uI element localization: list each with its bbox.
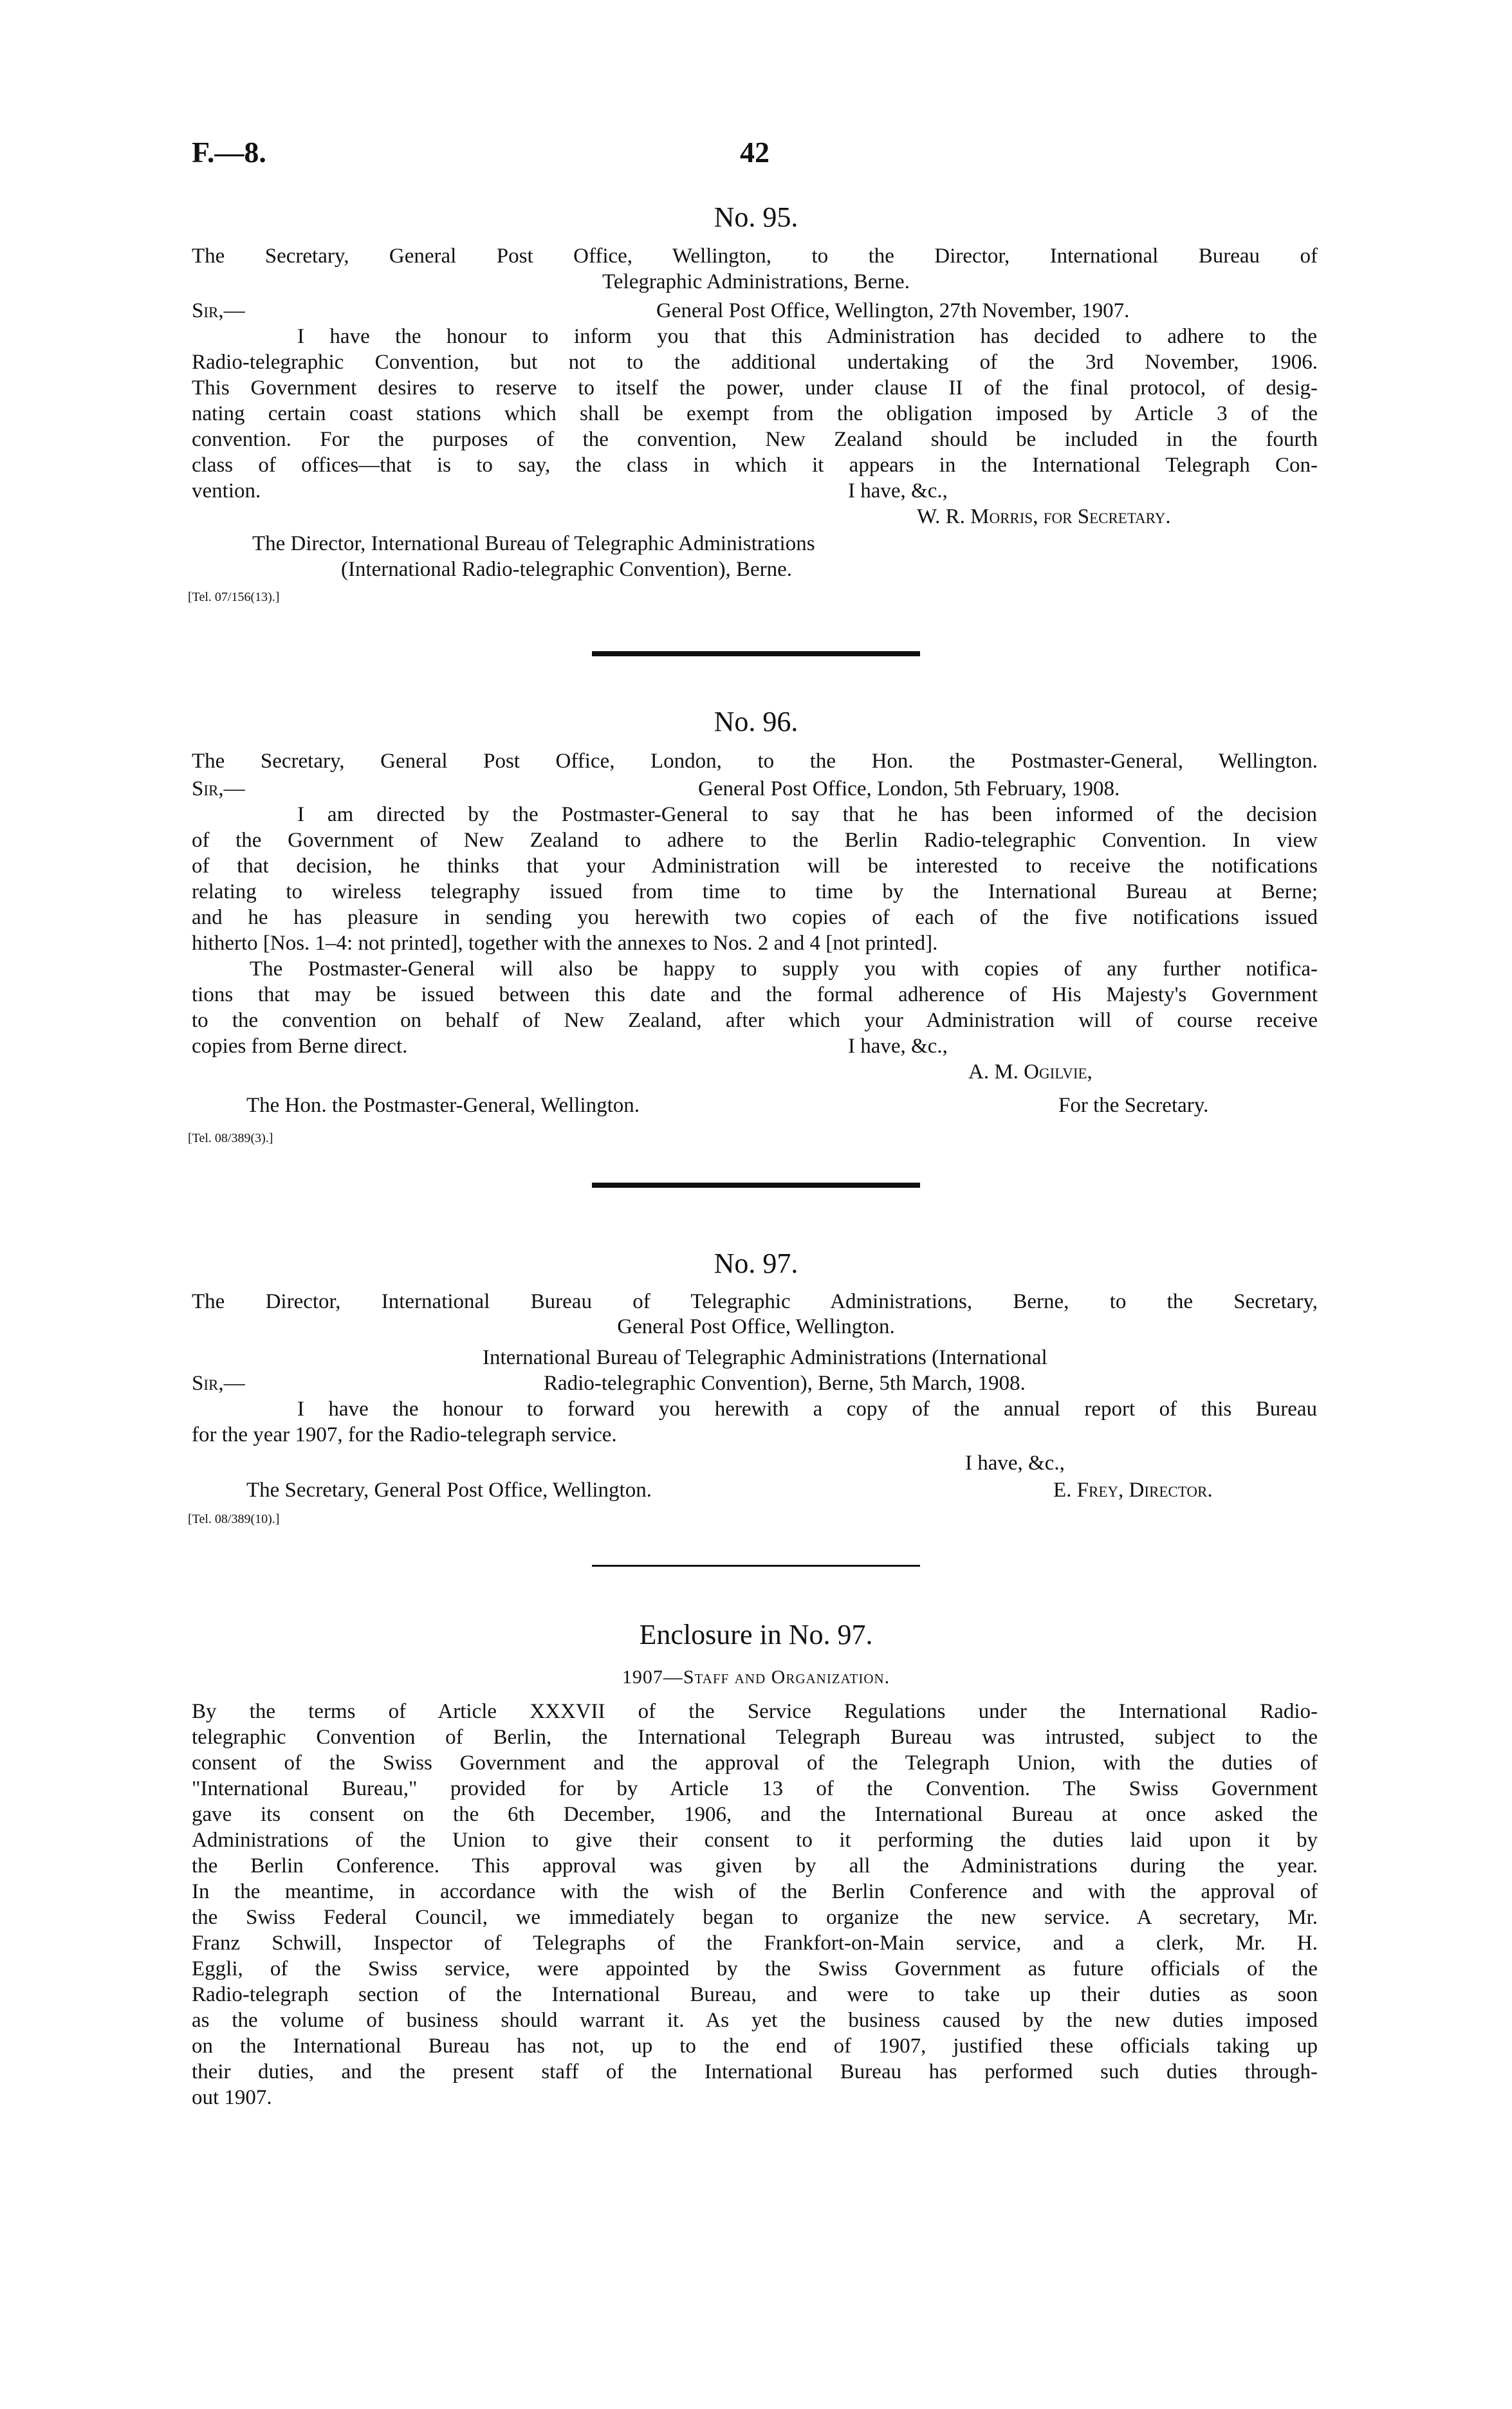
letter-95-body-line: I have the honour to inform you that this Administration has decided to adhere to the [297, 325, 1317, 348]
enclosure-body-line: Eggli, of the Swiss service, were appointed by the Swiss Government as future officials of the [192, 1957, 1318, 1980]
series-label: F.—8. [192, 136, 266, 169]
enclosure-body-line: gave its consent on the 6th December, 1906, and the International Bureau at once asked the [192, 1803, 1318, 1826]
enclosure-body-line: Radio-telegraph section of the International Bureau, and were to take up their duties as soon [192, 1983, 1318, 2006]
letter-96-body-line: The Postmaster-General will also be happy to supply you with copies of any further notifica- [250, 957, 1318, 981]
page-number: 42 [740, 136, 770, 169]
letter-97-place-line1: International Bureau of Telegraphic Administrations (International [483, 1346, 1047, 1369]
section-divider [592, 1183, 920, 1188]
letter-97-place-line2: Radio-telegraphic Convention), Berne, 5th March, 1908. [544, 1372, 1026, 1395]
letter-97-signature: E. Frey, Director. [1053, 1479, 1213, 1502]
enclosure-body-line: By the terms of Article XXXVII of the Service Regulations under the International Radio- [192, 1700, 1318, 1723]
letter-97-body-line2: for the year 1907, for the Radio-telegraph service. [192, 1423, 617, 1446]
enclosure-body-line: on the International Bureau has not, up to the end of 1907, justified these officials taking up [192, 2035, 1318, 2058]
letter-95-body-line: nating certain coast stations which shall be exempt from the obligation imposed by Article 3 of the [192, 402, 1318, 425]
letter-97-address: The Secretary, General Post Office, Wellington. [246, 1479, 652, 1502]
enclosure-body-line: "International Bureau," provided for by Article 13 of the Convention. The Swiss Government [192, 1777, 1318, 1800]
letter-95-body-last: vention. [192, 479, 261, 503]
letter-96-body-line: to the convention on behalf of New Zealand, after which your Administration will of course receive [192, 1009, 1318, 1032]
letter-96-body-line: relating to wireless telegraphy issued from time to time by the International Bureau at Berne; [192, 880, 1318, 903]
section-divider [592, 1565, 920, 1567]
enclosure-body-line: their duties, and the present staff of the International Bureau has performed such duties through- [192, 2060, 1318, 2083]
letter-96-body-line: hitherto [Nos. 1–4: not printed], together with the annexes to Nos. 2 and 4 [not printed]. [192, 932, 938, 955]
enclosure-body-last: out 1907. [192, 2086, 272, 2109]
letter-97-heading-line1: The Director, International Bureau of Telegraphic Administrations, Berne, to the Secretary, [192, 1290, 1318, 1313]
enclosure-body-line: Administrations of the Union to give their consent to it performing the duties laid upon it by [192, 1829, 1318, 1852]
letter-95-file-ref: [Tel. 07/156(13).] [188, 590, 280, 604]
enclosure-subtitle: 1907—Staff and Organization. [622, 1666, 890, 1688]
letter-96-heading: The Secretary, General Post Office, London, to the Hon. the Postmaster-General, Wellington. [192, 750, 1318, 773]
letter-97-body-line1: I have the honour to forward you herewith a copy of the annual report of this Bureau [297, 1398, 1317, 1421]
letter-95-place-date: General Post Office, Wellington, 27th November, 1907. [656, 299, 1130, 322]
letter-96-body-line: tions that may be issued between this date and the formal adherence of His Majesty's Government [192, 983, 1318, 1006]
letter-96-signature-title: For the Secretary. [1058, 1094, 1209, 1117]
letter-96-body-line: and he has pleasure in sending you herewith two copies of each of the five notifications issued [192, 906, 1318, 929]
letter-95-signature: W. R. Morris, for Secretary. [917, 505, 1171, 528]
letter-97-heading-line2: General Post Office, Wellington. [617, 1315, 895, 1338]
enclosure-body-line: consent of the Swiss Government and the approval of the Telegraph Union, with the duties of [192, 1751, 1318, 1775]
letter-96-salutation: Sir,— [192, 777, 245, 800]
letter-95-address-line1: The Director, International Bureau of Telegraphic Administrations [252, 532, 815, 555]
letter-95-body-line: class of offices—that is to say, the class in which it appears in the International Telegraph Con- [192, 454, 1318, 477]
letter-95-closing: I have, &c., [848, 479, 948, 503]
enclosure-title: Enclosure in No. 97. [639, 1619, 873, 1650]
letter-95-title: No. 95. [714, 201, 798, 233]
letter-96-body-line: of the Government of New Zealand to adhere to the Berlin Radio-telegraphic Convention. In view [192, 829, 1318, 852]
enclosure-body-line: the Berlin Conference. This approval was given by all the Administrations during the year. [192, 1854, 1318, 1878]
letter-96-body-line: I am directed by the Postmaster-General to say that he has been informed of the decision [297, 803, 1317, 826]
enclosure-body-line: as the volume of business should warrant it. As yet the business caused by the new duties imposed [192, 2009, 1318, 2032]
letter-97-title: No. 97. [714, 1248, 798, 1279]
letter-96-closing: I have, &c., [848, 1035, 948, 1058]
letter-97-closing: I have, &c., [965, 1452, 1065, 1475]
enclosure-body-line: In the meantime, in accordance with the wish of the Berlin Conference and with the approval of [192, 1880, 1318, 1903]
letter-97-file-ref: [Tel. 08/389(10).] [188, 1512, 280, 1526]
enclosure-body-line: telegraphic Convention of Berlin, the International Telegraph Bureau was intrusted, subject to the [192, 1726, 1318, 1749]
letter-95-heading-line2: Telegraphic Administrations, Berne. [602, 270, 910, 293]
letter-96-place-date: General Post Office, London, 5th February, 1908. [698, 777, 1120, 800]
letter-95-body-line: This Government desires to reserve to itself the power, under clause II of the final protocol, of desig- [192, 376, 1318, 400]
letter-96-address: The Hon. the Postmaster-General, Wellington. [246, 1094, 640, 1117]
letter-95-address-line2: (International Radio-telegraphic Convention), Berne. [341, 558, 793, 581]
letter-96-title: No. 96. [714, 706, 798, 737]
letter-96-body-last: copies from Berne direct. [192, 1035, 408, 1058]
section-divider [592, 651, 920, 656]
letter-95-salutation: Sir,— [192, 299, 245, 322]
letter-95-heading-line1: The Secretary, General Post Office, Wellington, to the Director, International Bureau of [192, 245, 1318, 268]
enclosure-body-line: Franz Schwill, Inspector of Telegraphs of the Frankfort-on-Main service, and a clerk, Mr. H. [192, 1932, 1318, 1955]
letter-96-body-line: of that decision, he thinks that your Administration will be interested to receive the notifications [192, 854, 1318, 878]
letter-97-salutation: Sir,— [192, 1372, 245, 1395]
letter-95-body-line: convention. For the purposes of the convention, New Zealand should be included in the fourth [192, 428, 1318, 451]
enclosure-body-line: the Swiss Federal Council, we immediately began to organize the new service. A secretary, Mr. [192, 1906, 1318, 1929]
letter-96-signature-name: A. M. Ogilvie, [968, 1060, 1093, 1084]
letter-95-body-line: Radio-telegraphic Convention, but not to the additional undertaking of the 3rd November, 1906. [192, 351, 1318, 374]
letter-96-file-ref: [Tel. 08/389(3).] [188, 1131, 273, 1145]
